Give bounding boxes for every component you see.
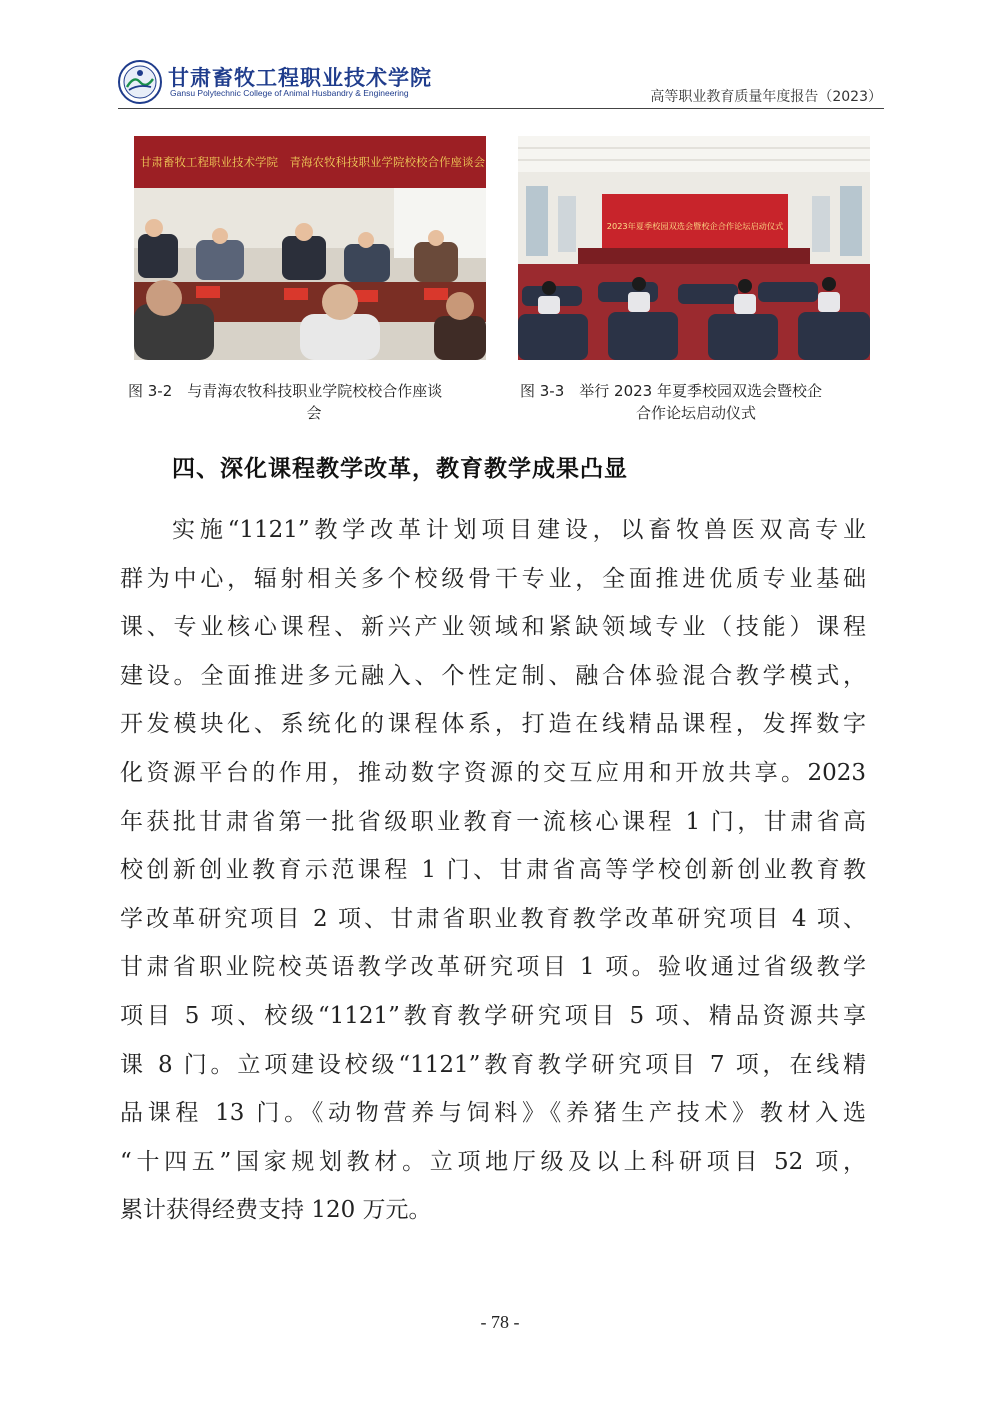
body-line: 项目 5 项、校级“1121”教育教学研究项目 5 项、精品资源共享: [120, 1002, 866, 1029]
photo-cooperation-meeting: [134, 136, 486, 360]
body-line: “十四五”国家规划教材。立项地厅级及以上科研项目 52 项，: [120, 1148, 866, 1175]
body-line: 建设。全面推进多元融入、个性定制、融合体验混合教学模式，: [120, 662, 866, 689]
body-line: 课 8 门。立项建设校级“1121”教育教学研究项目 7 项，在线精: [120, 1051, 866, 1078]
caption-line: 会: [306, 404, 322, 422]
body-line: 开发模块化、系统化的课程体系，打造在线精品课程，发挥数字: [120, 711, 866, 738]
body-line: 课、专业核心课程、新兴产业领域和紧缺领域专业（技能）课程: [120, 614, 866, 641]
section-heading: 四、深化课程教学改革，教育教学成果凸显: [172, 456, 628, 482]
photo-banner-text: 甘肃畜牧工程职业技术学院 青海农牧科技职业学院校校合作座谈会: [140, 155, 485, 169]
page-header: [118, 56, 884, 108]
school-name-en: Gansu Polytechnic College of Animal Husbandry & Engineering: [170, 88, 409, 98]
photo-banner-text: 2023年夏季校园双选会暨校企合作论坛启动仪式: [606, 221, 784, 231]
page-number: - 78 -: [480, 1312, 520, 1332]
body-paragraph: [120, 506, 866, 1235]
header-divider: [118, 108, 884, 109]
body-line: 群为中心，辐射相关多个校级骨干专业，全面推进优质专业基础: [120, 565, 866, 592]
body-line: 校创新创业教育示范课程 1 门、甘肃省高等学校创新创业教育教: [120, 857, 866, 884]
figure-caption-3-3: [520, 380, 872, 424]
caption-line: 图 3-3 举行 2023 年夏季校园双选会暨校企: [520, 382, 822, 400]
body-line: 甘肃省职业院校英语教学改革研究项目 1 项。验收通过省级教学: [120, 954, 866, 981]
body-line: 实施“1121”教学改革计划项目建设，以畜牧兽医双高专业: [172, 517, 866, 543]
body-line: 品课程 13 门。《动物营养与饲料》《养猪生产技术》教材入选: [120, 1100, 866, 1127]
college-logo-icon: [118, 60, 162, 104]
school-name-cn: 甘肃畜牧工程职业技术学院: [168, 65, 432, 90]
caption-line: 合作论坛启动仪式: [635, 404, 756, 422]
body-line: 累计获得经费支持 120 万元。: [120, 1197, 432, 1224]
caption-line: 图 3-2 与青海农牧科技职业学院校校合作座谈: [128, 382, 443, 400]
body-line: 学改革研究项目 2 项、甘肃省职业教育教学改革研究项目 4 项、: [120, 905, 866, 932]
body-line: 年获批甘肃省第一批省级职业教育一流核心课程 1 门，甘肃省高: [120, 808, 866, 835]
body-line: 化资源平台的作用，推动数字资源的交互应用和开放共享。2023: [120, 759, 866, 786]
report-title: 高等职业教育质量年度报告（2023）: [650, 89, 882, 105]
photo-job-fair-ceremony: [518, 136, 870, 360]
figure-caption-3-2: [128, 380, 500, 424]
